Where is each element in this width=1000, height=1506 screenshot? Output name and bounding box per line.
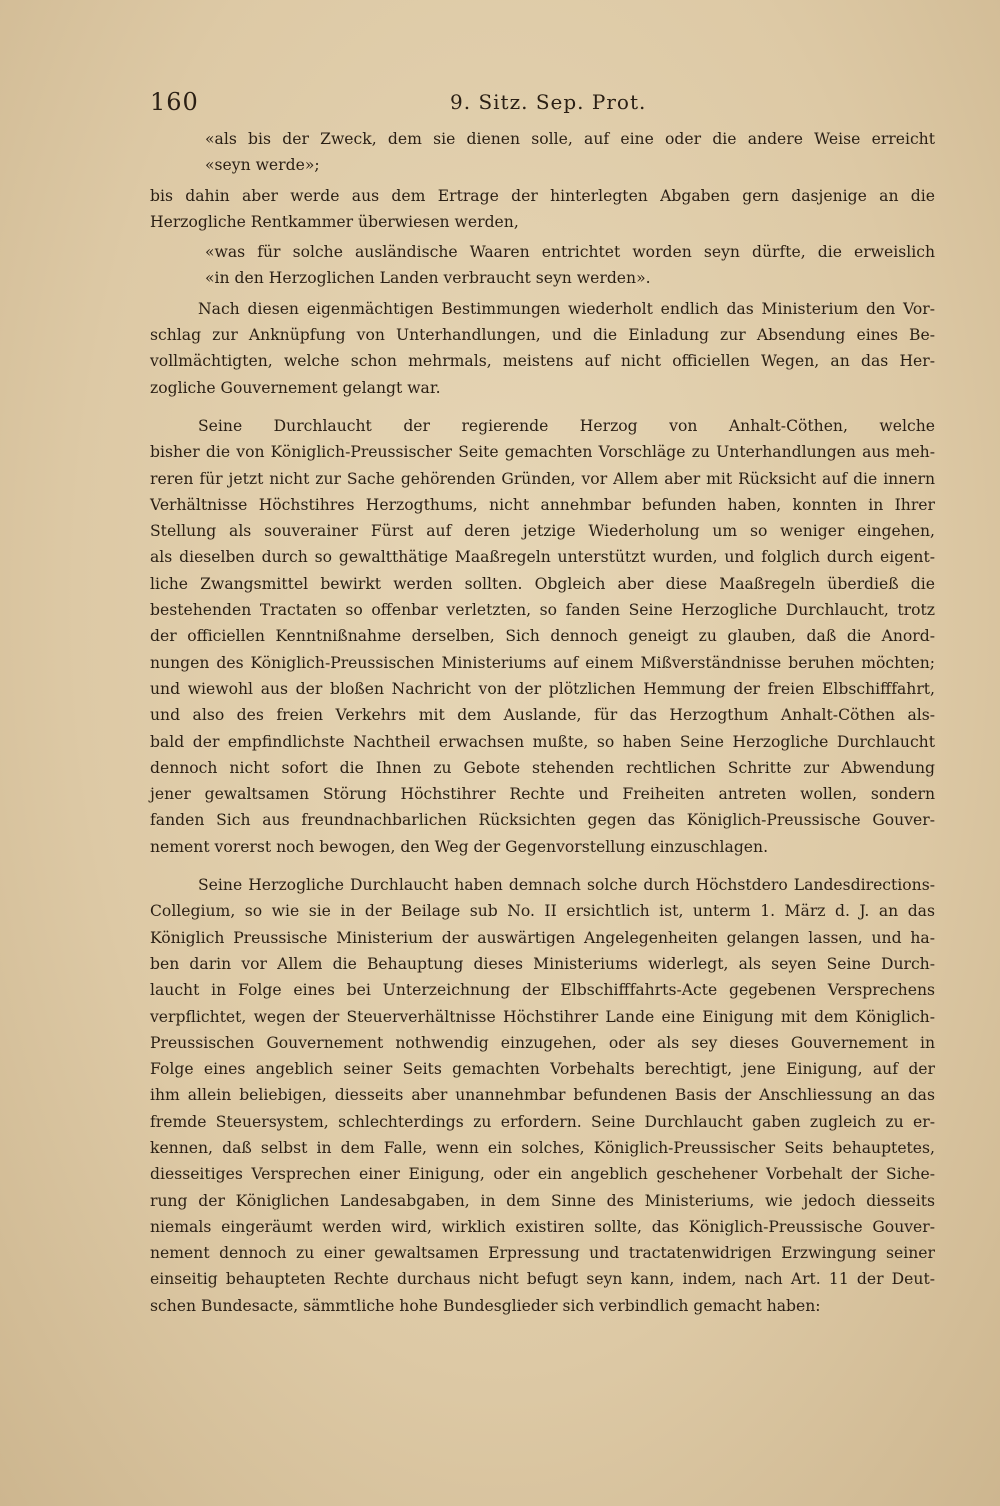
text-line: zogliche Gouvernement gelangt war. [150, 378, 441, 397]
paragraph [150, 872, 935, 1319]
text-line: fanden Sich aus freundnachbarlichen Rücksichten gegen das Königlich-Preussische Gouver- [150, 811, 935, 830]
text-line: und also des freien Verkehrs mit dem Auslande, für das Herzogthum Anhalt-Cöthen als- [150, 706, 935, 725]
paragraph [150, 413, 935, 860]
text-line: laucht in Folge eines bei Unterzeichnung der Elbschifffahrts-Acte gegebenen Versprechens [150, 981, 935, 1000]
page-number: 160 [150, 88, 199, 116]
text-line: «als bis der Zweck, dem sie dienen solle, auf eine oder die andere Weise erreicht [205, 130, 935, 148]
running-title: 9. Sitz. Sep. Prot. [450, 90, 647, 114]
text-line: diesseitiges Versprechen einer Einigung, oder ein angeblich geschehener Vorbehalt der Siche- [150, 1165, 935, 1184]
text-line: bestehenden Tractaten so offenbar verletzten, so fanden Seine Herzogliche Durchlaucht, trotz [150, 601, 935, 620]
quotation-block [150, 126, 935, 179]
text-line: nement vorerst noch bewogen, den Weg der Gegenvorstellung einzuschlagen. [150, 837, 769, 856]
text-line: «in den Herzoglichen Landen verbraucht seyn werden». [205, 269, 651, 288]
text-line: schen Bundesacte, sämmtliche hohe Bundesglieder sich verbindlich gemacht haben: [150, 1296, 821, 1315]
text-line: Stellung als souverainer Fürst auf deren jetzige Wiederholung um so weniger eingehen, [150, 522, 935, 541]
text-line: Nach diesen eigenmächtigen Bestimmungen wiederholt endlich das Ministerium den Vor- [198, 299, 935, 318]
text-line: nement dennoch zu einer gewaltsamen Erpressung und tractatenwidrigen Erzwingung seiner [150, 1244, 935, 1263]
paragraph [150, 296, 935, 401]
text-line: einseitig behaupteten Rechte durchaus nicht befugt seyn kann, indem, nach Art. 11 der Deut- [150, 1270, 935, 1289]
quotation-block [150, 239, 935, 292]
text-line: niemals eingeräumt werden wird, wirklich existiren sollte, das Königlich-Preussische Gouver- [150, 1217, 935, 1236]
text-line: ihm allein beliebigen, diesseits aber unannehmbar befundenen Basis der Anschliessung an das [150, 1086, 935, 1105]
text-line: «seyn werde»; [205, 156, 320, 175]
text-line: Preussischen Gouvernement nothwendig einzugehen, oder als sey dieses Gouvernement in [150, 1033, 935, 1052]
text-line: Verhältnisse Höchstihres Herzogthums, nicht annehmbar befunden haben, konnten in Ihrer [150, 495, 935, 514]
text-line: dennoch nicht sofort die Ihnen zu Gebote stehenden rechtlichen Schritte zur Abwendung [150, 758, 935, 777]
text-line: Herzogliche Rentkammer überwiesen werden, [150, 212, 519, 231]
text-line: Seine Durchlaucht der regierende Herzog von Anhalt-Cöthen, welche [198, 416, 935, 435]
text-line: nungen des Königlich-Preussischen Ministeriums auf einem Mißverständnisse beruhen möchten; [150, 653, 935, 672]
text-line: ben darin vor Allem die Behauptung dieses Ministeriums widerlegt, als seyen Seine Durch- [150, 954, 935, 973]
page-header [150, 84, 940, 120]
text-line: Folge eines angeblich seiner Seits gemachten Vorbehalts berechtigt, jene Einigung, auf der [150, 1060, 935, 1079]
text-line: bisher die von Königlich-Preussischer Seite gemachten Vorschläge zu Unterhandlungen aus meh- [150, 443, 935, 462]
text-line: jener gewaltsamen Störung Höchstihrer Rechte und Freiheiten antreten wollen, sondern [150, 785, 935, 804]
text-line: der officiellen Kenntnißnahme derselben, Sich dennoch geneigt zu glauben, daß die Anord- [150, 627, 935, 646]
text-line: fremde Steuersystem, schlechterdings zu erfordern. Seine Durchlaucht gaben zugleich zu er- [150, 1112, 935, 1131]
text-line: liche Zwangsmittel bewirkt werden sollten. Obgleich aber diese Maaßregeln überdieß die [150, 574, 935, 593]
text-line: schlag zur Anknüpfung von Unterhandlungen, und die Einladung zur Absendung eines Be- [150, 326, 935, 345]
document-body [150, 126, 935, 1331]
text-line: rung der Königlichen Landesabgaben, in dem Sinne des Ministeriums, wie jedoch diesseits [150, 1191, 935, 1210]
text-line: bis dahin aber werde aus dem Ertrage der hinterlegten Abgaben gern dasjenige an die [150, 186, 935, 205]
text-line: kennen, daß selbst in dem Falle, wenn ein solches, Königlich-Preussischer Seits behauptetes, [150, 1138, 935, 1157]
text-line: Königlich Preussische Ministerium der auswärtigen Angelegenheiten gelangen lassen, und ha- [150, 928, 935, 947]
text-line: Collegium, so wie sie in der Beilage sub No. II ersichtlich ist, unterm 1. März d. J. an das [150, 902, 935, 921]
text-line: reren für jetzt nicht zur Sache gehörenden Gründen, vor Allem aber mit Rücksicht auf die innern [150, 469, 935, 488]
text-line: Seine Herzogliche Durchlaucht haben demnach solche durch Höchstdero Landesdirections- [198, 876, 935, 895]
text-line: vollmächtigten, welche schon mehrmals, meistens auf nicht officiellen Wegen, an das Her- [150, 352, 935, 371]
text-line: verpflichtet, wegen der Steuerverhältnisse Höchstihrer Lande eine Einigung mit dem Königlich- [150, 1007, 935, 1026]
paragraph [150, 183, 935, 236]
text-line: bald der empfindlichste Nachtheil erwachsen mußte, so haben Seine Herzogliche Durchlaucht [150, 732, 935, 751]
text-line: und wiewohl aus der bloßen Nachricht von der plötzlichen Hemmung der freien Elbschifffahrt, [150, 679, 935, 698]
text-line: «was für solche ausländische Waaren entrichtet worden seyn dürfte, die erweislich [205, 243, 935, 262]
text-line: als dieselben durch so gewaltthätige Maaßregeln unterstützt wurden, und folglich durch eigent- [150, 548, 935, 567]
